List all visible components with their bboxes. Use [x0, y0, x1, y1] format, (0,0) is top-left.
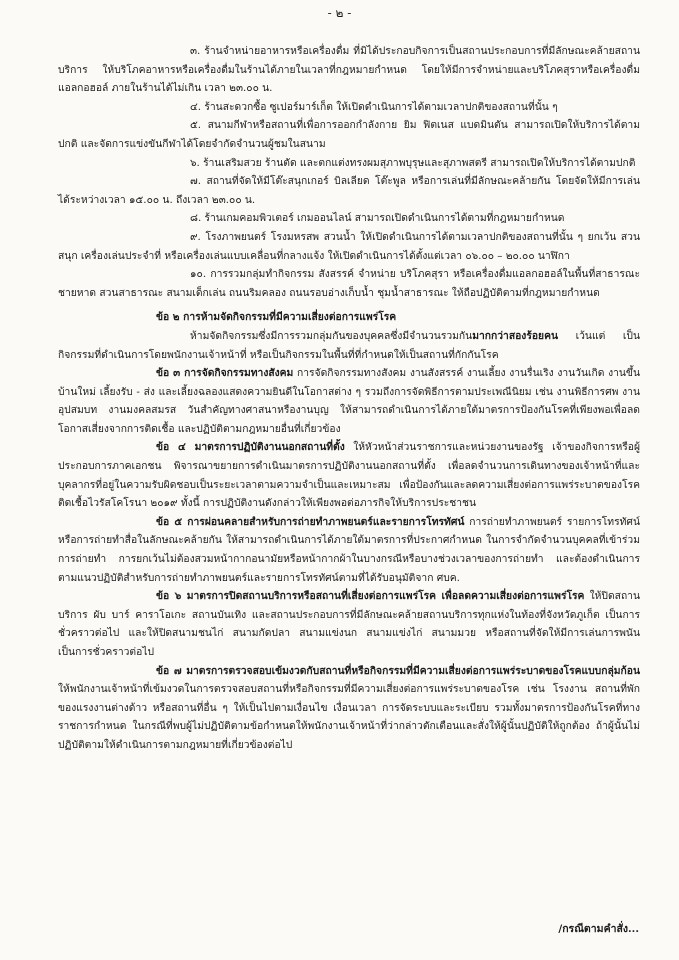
- item-6: ๖. ร้านเสริมสวย ร้านตัด และตกแต่งทรงผมสุภาพบุรุษและสุภาพสตรี สามารถเปิดให้บริการได้ตามปกติ: [190, 156, 636, 169]
- item-3: ๓. ร้านจำหน่ายอาหารหรือเครื่องดื่ม ที่มิได้ประกอบกิจการเป็นสถานประกอบการที่มีลักษณะคล้ายสถานบริการ ให้บริโภคอาหารหรือเครื่องดื่มในร้านได้ภายในเวลาที่กฎหมายกำหนด โดยให้มีการจำหน่ายและบริโภคสุราหรือเครื่องดื่มแอลกอฮอล์ ภายในร้านได้ไม่เกิน เวลา ๒๓.๐๐ น.: [58, 45, 640, 95]
- section-2-text: ห้ามจัดกิจกรรมซึ่งมีการรวมกลุ่มกันของบุคคลซึ่งมีจำนวนรวมกันมากกว่าสองร้อยคน เว้นแต่ เป็นกิจกรรมที่ดำเนินการโดยพนักงานเจ้าหน้าที่ หรือเป็นกิจกรรมในพื้นที่ที่กำหนดให้เป็นสถานที่กักกันโรค: [58, 329, 640, 361]
- section-6-heading: ข้อ ๖ มาตรการปิดสถานบริการหรือสถานที่เสี่ยงต่อการแพร่โรค เพื่อลดความเสี่ยงต่อการแพร่โรค: [156, 590, 585, 603]
- item-10: ๑๐. การรวมกลุ่มทำกิจกรรม สังสรรค์ จำหน่าย บริโภคสุรา หรือเครื่องดื่มแอลกอฮอล์ในพื้นที่สาธารณะ ชายหาด สวนสาธารณะ สนามเด็กเล่น ถนนริมคลอง ถนนรอบอ่างเก็บน้ำ ชุมน้ำสาธารณะ ให้ถือปฏิบัติตามที่กฎหมายกำหนด: [58, 268, 640, 299]
- section-4-text: ให้หัวหน้าส่วนราชการและหน่วยงานของรัฐ เจ้าของกิจการหรือผู้ประกอบการภาคเอกชน พิจารณาขยายการดำเนินมาตรการปฏิบัติงานนอกสถานที่ตั้ง เพื่อลดจำนวนการเดินทางของเจ้าหน้าที่และบุคลากรที่อยู่ในความรับผิดชอบเป็นระยะเวลาตามความจำเป็นและเหมาะสม เพื่อป้องกันและลดความเสี่ยงต่อการแพร่ระบาดของโรคติดเชื้อไวรัสโคโรนา ๒๐๑๙ ทั้งนี้ การปฏิบัติงานดังกล่าวให้เพียงพอต่อภารกิจให้บริการประชาชน: [58, 441, 641, 510]
- item-4: ๔. ร้านสะดวกซื้อ ซูเปอร์มาร์เก็ต ให้เปิดดำเนินการได้ตามเวลาปกติของสถานที่นั้น ๆ: [190, 100, 558, 113]
- item-8: ๘. ร้านเกมคอมพิวเตอร์ เกมออนไลน์ สามารถเปิดดำเนินการได้ตามที่กฎหมายกำหนด: [190, 212, 565, 225]
- section-3-heading: ข้อ ๓ การจัดกิจกรรมทางสังคม: [156, 367, 294, 380]
- section-6: [58, 587, 640, 661]
- section-5: [58, 513, 640, 587]
- document-body: [58, 42, 640, 755]
- section-7-text: ให้พนักงานเจ้าหน้าที่เข้มงวดในการตรวจสอบสถานที่หรือกิจกรรมที่มีความเสี่ยงต่อการแพร่ระบาดของโรค เช่น โรงงาน สถานที่พักของแรงงานต่างด้าว หรือสถานที่อื่น ๆ ให้เป็นไปตามเงื่อนไข เงื่อนเวลา การจัดระบบและระเบียบ รวมทั้งมาตรการป้องกันโรคที่ทางราชการกำหนด ในกรณีที่พบผู้ไม่ปฏิบัติตามข้อกำหนดให้พนักงานเจ้าหน้าที่ว่ากล่าวตักเตือนและสั่งให้ผู้นั้นปฏิบัติให้ถูกต้อง ถ้าผู้นั้นไม่ปฏิบัติตามให้ดำเนินการตามกฎหมายที่เกี่ยวข้องต่อไป: [58, 683, 640, 751]
- section-6-text: ให้ปิดสถานบริการ ผับ บาร์ คาราโอเกะ สถานบันเทิง และสถานประกอบการที่มีลักษณะคล้ายสถานบริการทุกแห่งในท้องที่จังหวัดภูเก็ต เป็นการชั่วคราวต่อไป และให้ปิดสนามชนไก่ สนามกัดปลา สนามแข่งนก สนามแข่งไก่ สนามมวย หรือสถานที่จัดให้มีการเล่นการพนัน เป็นการชั่วคราวต่อไป: [58, 590, 640, 658]
- section-2-emphasis: มากกว่าสองร้อยคน: [472, 329, 558, 342]
- item-5: ๕. สนามกีฬาหรือสถานที่เพื่อการออกกำลังกาย ยิม ฟิตเนส แบดมินตัน สามารถเปิดให้บริการได้ตามปกติ และจัดการแข่งขันกีฬาได้โดยจำกัดจำนวนผู้ชมในสนาม: [58, 119, 640, 150]
- item-7: ๗. สถานที่จัดให้มีโต๊ะสนุกเกอร์ บิลเลียด โต๊ะพูล หรือการเล่นที่มีลักษณะคล้ายกัน โดยจัดให้มีการเล่นได้ระหว่างเวลา ๑๕.๐๐ น. ถึงเวลา ๒๓.๐๐ น.: [58, 175, 640, 206]
- section-7: [58, 662, 640, 755]
- section-4: [58, 438, 640, 512]
- section-5-text: การถ่ายทำภาพยนตร์ รายการโทรทัศน์ หรือการถ่ายทำสื่อในลักษณะคล้ายกัน ให้สามารถดำเนินการได้ภายใต้มาตรการที่ประกาศกำหนด ในการจำกัดจำนวนบุคคลที่เข้าร่วมการถ่ายทำ การยกเว้นไม่ต้องสวมหน้ากากอนามัยหรือหน้ากากผ้าในบางกรณีหรือบางช่วงเวลาของการถ่ายทำ และต้องดำเนินการตามแนวปฏิบัติสำหรับการถ่ายทำภาพยนตร์และรายการโทรทัศน์ตามที่ได้รับอนุมัติจาก ศบค.: [58, 515, 640, 584]
- section-5-heading: ข้อ ๕ การผ่อนคลายสำหรับการถ่ายทำภาพยนตร์และรายการโทรทัศน์: [156, 515, 465, 528]
- item-9: ๙. โรงภาพยนตร์ โรงมหรสพ สวนน้ำ ให้เปิดดำเนินการได้ตามเวลาปกติของสถานที่นั้น ๆ ยกเว้น สวนสนุก เครื่องเล่นประจำที่ หรือเครื่องเล่นแบบเคลื่อนที่กลางแจ้ง ให้เปิดดำเนินการได้ตั้งแต่เวลา ๐๖.๐๐ – ๒๐.๐๐ นาฬิกา: [58, 230, 640, 262]
- section-2-heading: ข้อ ๒ การห้ามจัดกิจกรรมที่มีความเสี่ยงต่อการแพร่โรค: [156, 311, 397, 324]
- continuation-marker: /กรณีตามคำสั่ง...: [558, 923, 639, 935]
- section-4-heading: ข้อ ๔ มาตรการปฏิบัติงานนอกสถานที่ตั้ง: [156, 441, 345, 454]
- section-3-text: การจัดกิจกรรมทางสังคม งานสังสรรค์ งานเลี้ยง งานรื่นเริง งานวันเกิด งานขึ้นบ้านใหม่ เลี้ยงรับ - ส่ง และเลี้ยงฉลองแสดงความยินดีในโอกาสต่าง ๆ รวมถึงการจัดพิธีการตามประเพณีนิยม เช่น งานพิธีการศพ งานอุปสมบท งานมงคลสมรส วันสำคัญทางศาสนาหรืองานบุญ ให้สามารถดำเนินการได้ภายใต้มาตรการป้องกันโรคที่เพียงพอเพื่อลดโอกาสเสี่ยงจากการติดเชื้อ และปฏิบัติตามกฎหมายอื่นที่เกี่ยวข้อง: [58, 367, 641, 435]
- section-7-heading: ข้อ ๗ มาตรการตรวจสอบเข้มงวดกับสถานที่หรือกิจกรรมที่มีความเสี่ยงต่อการแพร่ระบาดของโรคแบบกลุ่มก้อน: [156, 664, 640, 677]
- section-3: [58, 364, 640, 438]
- page-number: - ๒ -: [327, 6, 352, 20]
